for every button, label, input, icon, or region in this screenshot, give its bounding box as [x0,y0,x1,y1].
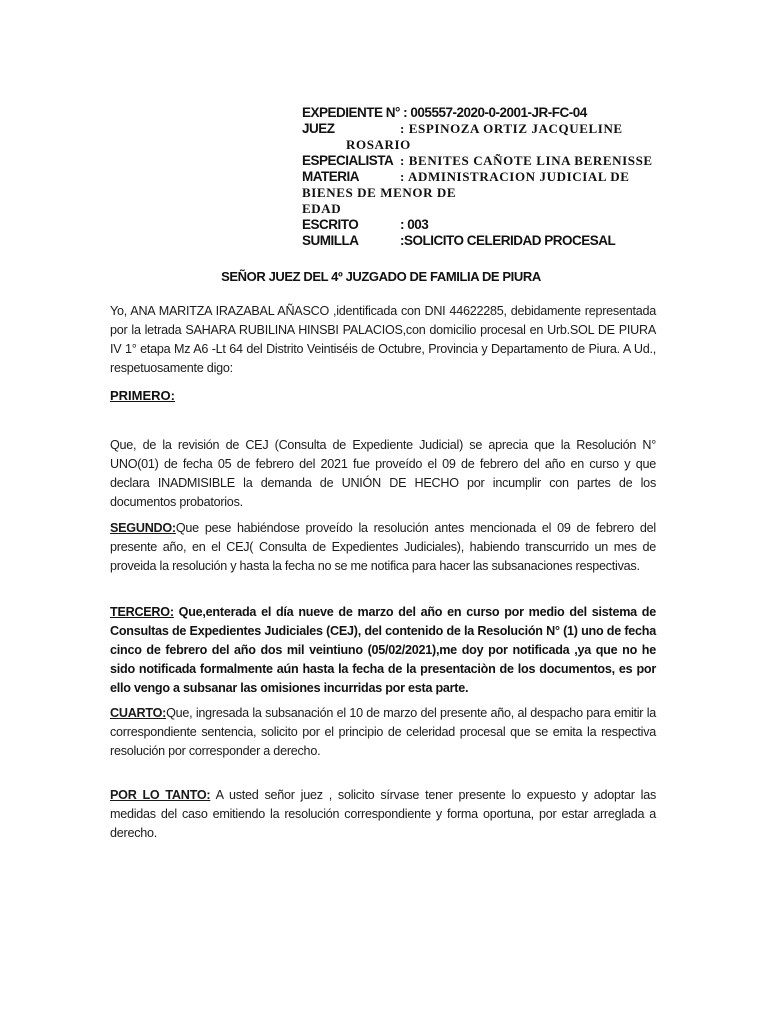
juez-value: : ESPINOZA ORTIZ JACQUELINE [400,121,623,136]
juez-value-cont: ROSARIO [346,137,411,152]
materia-row [302,169,662,185]
case-header [302,105,662,249]
juez-row [302,121,662,137]
especialista-value: : BENITES CAÑOTE LINA BERENISSE [400,153,653,168]
por-lo-tanto-paragraph [110,786,656,843]
primero-title: PRIMERO: [110,388,175,403]
materia-value-cont2: EDAD [302,201,342,216]
intro-paragraph: Yo, ANA MARITZA IRAZABAL AÑASCO ,identificada con DNI 44622285, debidamente representada por la letrada SAHARA RUBILINA HINSBI PALACIOS,con domicilio procesal en Urb.SOL DE PIURA IV 1° etapa Mz A6 -Lt 64 del Distrito Veintiséis de Octubre, Provincia y Departamento de Piura. A Ud., respetuosamente digo: [110,304,656,375]
cuarto-text: Que, ingresada la subsanación el 10 de marzo del presente año, al despacho para emitir la correspondiente sentencia, solicito por el principio de celeridad procesal que se emita la respectiva resolución por corresponder a derecho. [110,706,656,758]
cuarto-paragraph [110,704,656,761]
tercero-paragraph [110,603,656,698]
segundo-label: SEGUNDO: [110,521,176,535]
materia-cont-row-2 [302,201,662,217]
tercero-text: Que,enterada el día nueve de marzo del año en curso por medio del sistema de Consultas de Expedientes Judiciales (CEJ), del contenido de la Resolución N° (1) uno de fecha cinco de febrero del año dos mil veintiuno (05/02/2021),me doy por notificada ,ya que no he sido notificada formalmente aún hasta la fecha de la presentaciòn de los documentos, es por ello vengo a subsanar las omisiones incurridas por esta parte. [110,605,656,695]
sumilla-row [302,233,662,249]
por-lo-tanto-label: POR LO TANTO: [110,788,211,802]
materia-value: : ADMINISTRACION JUDICIAL DE [400,169,630,184]
materia-value-cont1: BIENES DE MENOR DE [302,185,457,200]
escrito-value: : 003 [400,217,429,232]
tercero-label: TERCERO: [110,605,174,619]
expediente-text: EXPEDIENTE N° : 005557-2020-0-2001-JR-FC-04 [302,105,587,120]
sumilla-label: SUMILLA [302,233,359,248]
especialista-row [302,153,662,169]
addressee-heading [0,269,768,284]
segundo-text: Que pese habiéndose proveído la resolución antes mencionada el 09 de febrero del presente año, en el CEJ( Consulta de Expedientes Judiciales), habiendo transcurrido un mes de proveida la resolución y hasta la fecha no se me notifica para hacer las subsanaciones respectivas. [110,521,656,573]
expediente-row [302,105,662,121]
por-lo-tanto-text: A usted señor juez , solicito sírvase tener presente lo expuesto y adoptar las medidas del caso emitiendo la resolución correspondiente y forma oportuna, por estar arreglada a derecho. [110,788,657,840]
juez-label: JUEZ [302,121,335,136]
escrito-label: ESCRITO [302,217,359,232]
primero-paragraph: Que, de la revisión de CEJ (Consulta de Expediente Judicial) se aprecia que la Resolución N° UNO(01) de fecha 05 de febrero del 2021 fue proveído el 09 de febrero del año en curso y que declara INADMISIBLE la demanda de UNIÓN DE HECHO por incumplir con partes de los documentos probatorios. [110,438,656,509]
materia-label: MATERIA [302,169,359,184]
juez-cont-row [302,137,662,153]
addressee-text: SEÑOR JUEZ DEL 4º JUZGADO DE FAMILIA DE PIURA [221,269,541,284]
escrito-row [302,217,662,233]
segundo-paragraph [110,519,656,576]
sumilla-value: :SOLICITO CELERIDAD PROCESAL [400,233,616,248]
especialista-label: ESPECIALISTA [302,153,394,168]
cuarto-label: CUARTO: [110,706,167,720]
materia-cont-row-1 [302,185,662,201]
